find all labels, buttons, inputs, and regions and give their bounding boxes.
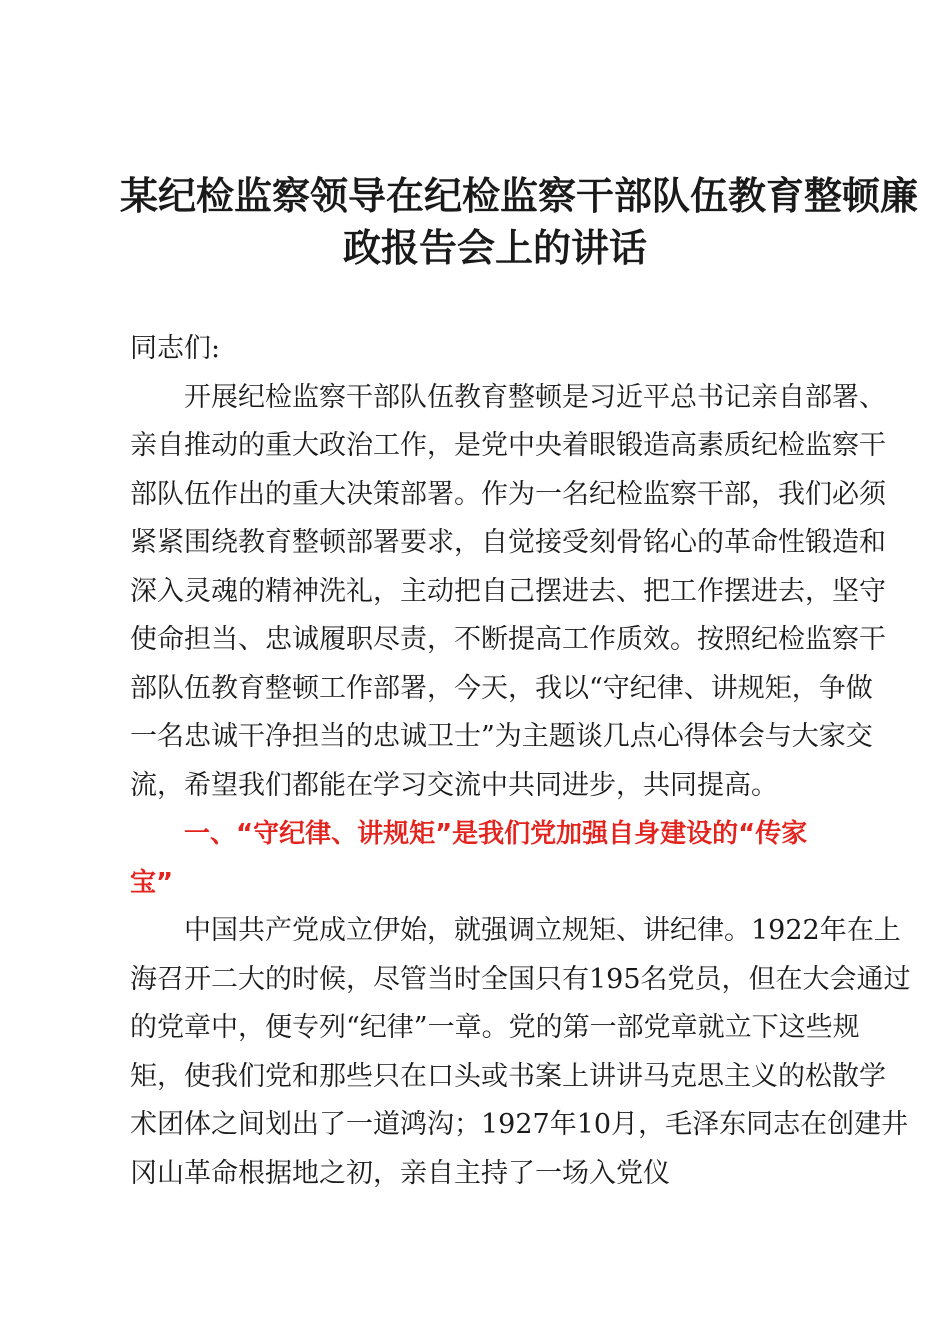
section-heading-1	[130, 810, 860, 907]
paragraph-line: 深入灵魂的精神洗礼，主动把自己摆进去、把工作摆进去，坚守	[130, 575, 886, 607]
paragraph-line: 部队伍作出的重大决策部署。作为一名纪检监察干部，我们必须	[130, 478, 886, 510]
paragraph-line: 中国共产党成立伊始，就强调立规矩、讲纪律。1922年在上	[184, 915, 901, 946]
paragraph-line: 的党章中，便专列“纪律”一章。党的第一部党章就立下这些规	[130, 1012, 860, 1043]
title-line: 某纪检监察领导在纪检监察干部队伍教育整顿廉	[120, 173, 919, 218]
paragraph-line: 一名忠诚干净担当的忠诚卫士”为主题谈几点心得体会与大家交	[130, 721, 873, 752]
paragraph-line: 部队伍教育整顿工作部署，今天，我以“守纪律、讲规矩，争做	[130, 672, 873, 704]
paragraph-history	[130, 907, 911, 1198]
paragraph-line: 使命担当、忠诚履职尽责，不断提高工作质效。按照纪检监察干	[130, 624, 886, 655]
salutation-text: 同志们:	[130, 333, 221, 364]
paragraph-intro	[130, 374, 886, 811]
heading-line: 宝”	[130, 867, 174, 898]
paragraph-line: 紧紧围绕教育整顿部署要求，自觉接受刻骨铭心的革命性锻造和	[130, 527, 886, 558]
paragraph-line: 冈山革命根据地之初，亲自主持了一场入党仪	[130, 1157, 670, 1189]
paragraph-line: 术团体之间划出了一道鸿沟；1927年10月，毛泽东同志在创建井	[130, 1109, 909, 1140]
paragraph-line: 流，希望我们都能在学习交流中共同进步，共同提高。	[130, 769, 778, 801]
title-line: 政报告会上的讲话	[342, 225, 647, 270]
document-body	[130, 325, 911, 1198]
salutation	[130, 325, 860, 374]
paragraph-line: 矩，使我们党和那些只在口头或书案上讲讲马克思主义的松散学	[130, 1060, 886, 1092]
paragraph-line: 开展纪检监察干部队伍教育整顿是习近平总书记亲自部署、	[184, 381, 886, 413]
paragraph-line: 海召开二大的时候，尽管当时全国只有195名党员，但在大会通过	[130, 963, 911, 995]
paragraph-line: 亲自推动的重大政治工作，是党中央着眼锻造高素质纪检监察干	[130, 430, 886, 461]
heading-line: 一、“守纪律、讲规矩”是我们党加强自身建设的“传家	[184, 819, 808, 849]
document-title	[120, 170, 919, 274]
